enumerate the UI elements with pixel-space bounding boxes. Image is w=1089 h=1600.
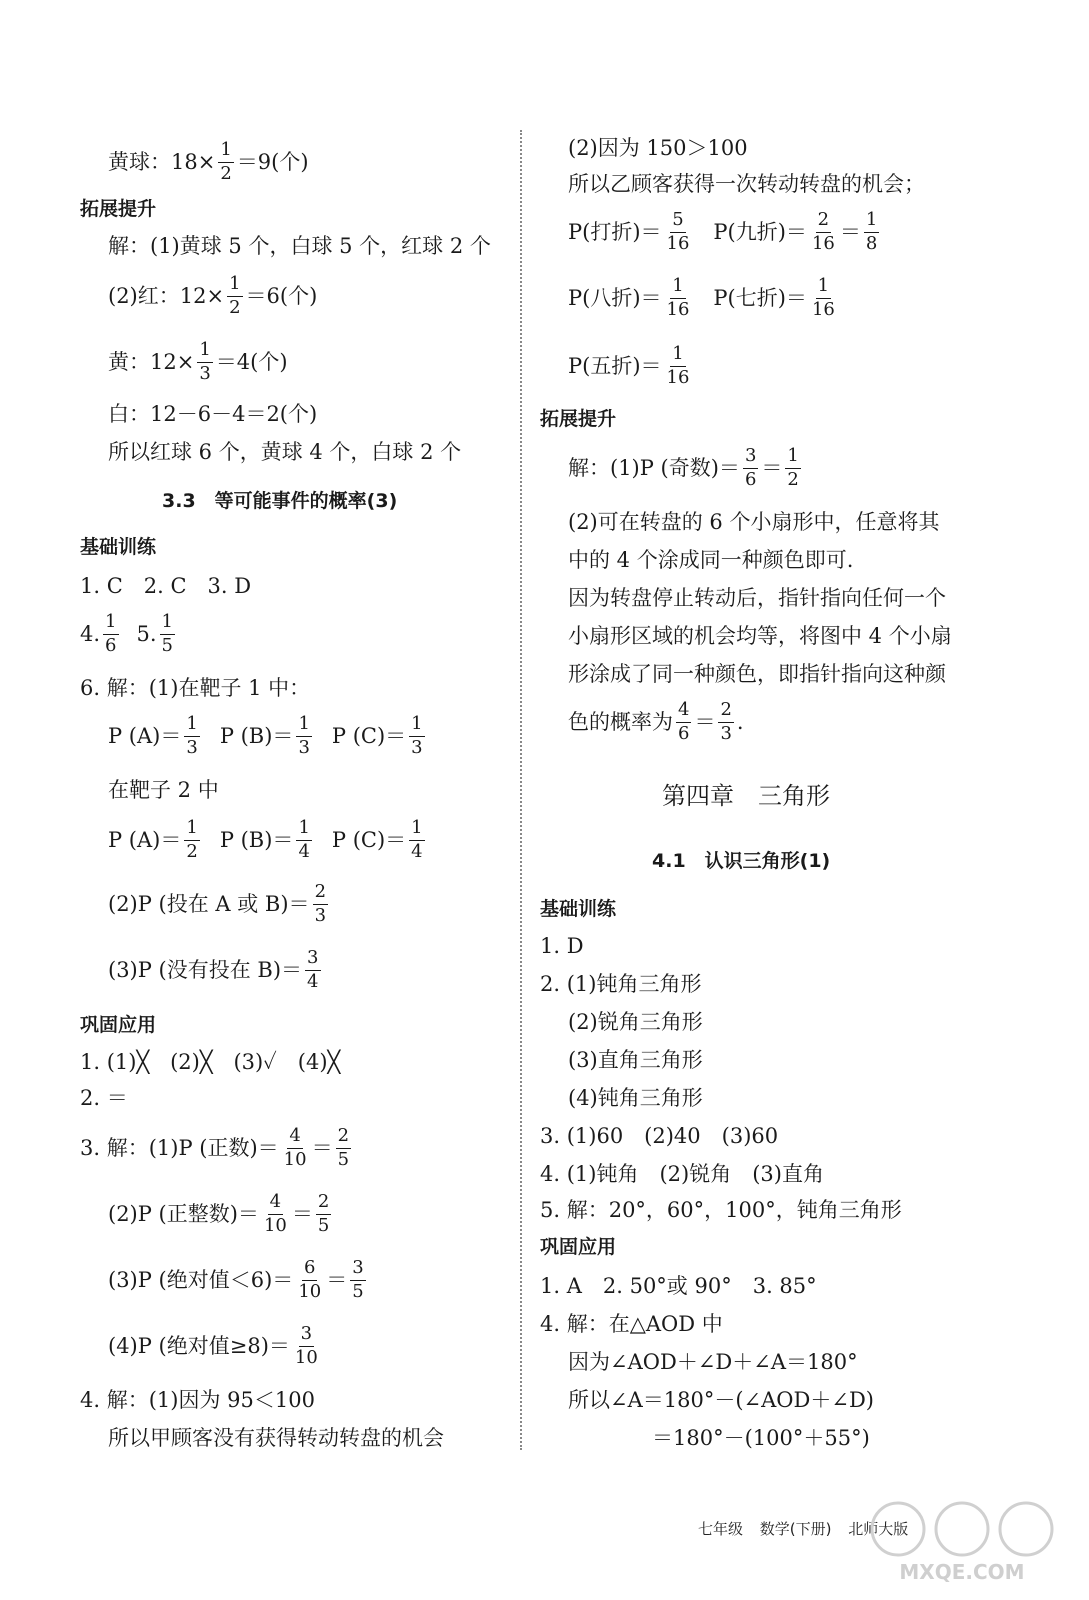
answer-line: 4. 解：在△AOD 中 [540,1312,723,1336]
answer-line: 3. 解：(1)P (正数)＝ $\frac{4}{10}$ ＝ $\frac{2}{5}$ [80,1125,350,1170]
answer-line: 形涂成了同一种颜色，即指针指向这种颜 [568,662,946,686]
answer-line: 中的 4 个涂成同一种颜色即可. [568,548,854,572]
answer-line: (2)因为 150＞100 [568,136,748,160]
answer-line: (3)P (绝对值＜6)＝ $\frac{6}{10}$ ＝ $\frac{3}{5}$ [108,1257,364,1302]
section-heading: 拓展提升 [540,408,617,430]
section-heading: 基础训练 [540,898,617,920]
section-heading: 拓展提升 [80,198,157,220]
footer-subject: 数学(下册) [759,1520,832,1538]
answer-line: 黄球：18× $\frac{1}{2}$ ＝9(个) [108,139,309,184]
answer-line: 1. (1)╳ (2)╳ (3)✓ (4)╳ [80,1050,341,1074]
answer-line: P (A)＝ $\frac{1}{2}$ P (B)＝ $\frac{1}{4}$ P (C)＝ $\frac{1}{4}$ [108,817,423,862]
answer-line: 小扇形区域的机会均等，将图中 4 个小扇 [568,624,952,648]
answer-line: 2. ＝ [80,1086,128,1110]
answer-line: (4)钝角三角形 [568,1086,703,1110]
answer-line: (2)P (投在 A 或 B)＝ $\frac{2}{3}$ [108,881,327,926]
answer-line: 3. (1)60 (2)40 (3)60 [540,1124,779,1148]
answer-line: P (A)＝ $\frac{1}{3}$ P (B)＝ $\frac{1}{3}$ P (C)＝ $\frac{1}{3}$ [108,713,423,758]
footer-edition: 北师大版 [848,1520,909,1538]
answer-line: P(五折)＝ $\frac{1}{16}$ [568,343,690,388]
answer-line: 5. 解：20°，60°，100°，钝角三角形 [540,1198,902,1222]
answer-line: 1. D [540,934,584,958]
answer-line: 黄：12× $\frac{1}{3}$ ＝4(个) [108,339,288,384]
answer-line: 在靶子 2 中 [108,778,219,802]
answer-line: 所以甲顾客没有获得转动转盘的机会 [108,1426,444,1450]
answer-line: ＝180°－(100°＋55°) [652,1426,870,1450]
answer-line: (4)P (绝对值≥8)＝ $\frac{3}{10}$ [108,1323,318,1368]
answer-line: 所以乙顾客获得一次转动转盘的机会； [568,172,925,196]
answer-line: 解：(1)P (奇数)＝ $\frac{3}{6}$ ＝ $\frac{1}{2}$ [568,445,799,490]
column-divider [520,130,522,1450]
answer-line: 所以∠A＝180°－(∠AOD＋∠D) [568,1388,874,1412]
answer-line: (3)P (没有投在 B)＝ $\frac{3}{4}$ [108,947,319,992]
answer-line: 1. C 2. C 3. D [80,574,252,598]
answer-line: 2. (1)钝角三角形 [540,972,702,996]
watermark-text: MXQE.COM [899,1560,1025,1584]
answer-line: 6. 解：(1)在靶子 1 中： [80,676,311,700]
answer-line: (2)红：12× $\frac{1}{2}$ ＝6(个) [108,273,318,318]
answer-line: 所以红球 6 个，黄球 4 个，白球 2 个 [108,440,462,464]
answer-line: (2)可在转盘的 6 个小扇形中，任意将其 [568,510,940,534]
answer-line: 白：12－6－4＝2(个) [108,402,318,426]
chapter-title: 第四章 三角形 [662,782,830,810]
answer-line: (2)锐角三角形 [568,1010,703,1034]
answer-line: 4. $\frac{1}{6}$ 5. $\frac{1}{5}$ [80,611,173,656]
section-heading: 基础训练 [80,536,157,558]
section-title: 4.1 认识三角形(1) [652,850,831,872]
section-heading: 巩固应用 [540,1236,617,1258]
answer-line: 1. A 2. 50°或 90° 3. 85° [540,1274,817,1298]
answer-line: 4. (1)钝角 (2)锐角 (3)直角 [540,1162,824,1186]
answer-line: 色的概率为 $\frac{4}{6}$ ＝ $\frac{2}{3}$ . [568,699,744,744]
section-title: 3.3 等可能事件的概率(3) [162,490,398,512]
answer-line: 因为转盘停止转动后，指针指向任何一个 [568,586,946,610]
answer-line: P(打折)＝ $\frac{5}{16}$ P(九折)＝ $\frac{2}{16}$ ＝ $\frac{1}{8}$ [568,209,878,254]
answer-line: P(八折)＝ $\frac{1}{16}$ P(七折)＝ $\frac{1}{16}$ [568,275,835,320]
answer-line: (3)直角三角形 [568,1048,703,1072]
answer-line: (2)P (正整数)＝ $\frac{4}{10}$ ＝ $\frac{2}{5}$ [108,1191,330,1236]
answer-line: 因为∠AOD＋∠D＋∠A＝180° [568,1350,858,1374]
answer-line: 4. 解：(1)因为 95＜100 [80,1388,315,1412]
footer-grade: 七年级 [698,1520,744,1538]
section-heading: 巩固应用 [80,1014,157,1036]
watermark-logo [860,1495,1065,1590]
answer-line: 解：(1)黄球 5 个，白球 5 个，红球 2 个 [108,234,491,258]
